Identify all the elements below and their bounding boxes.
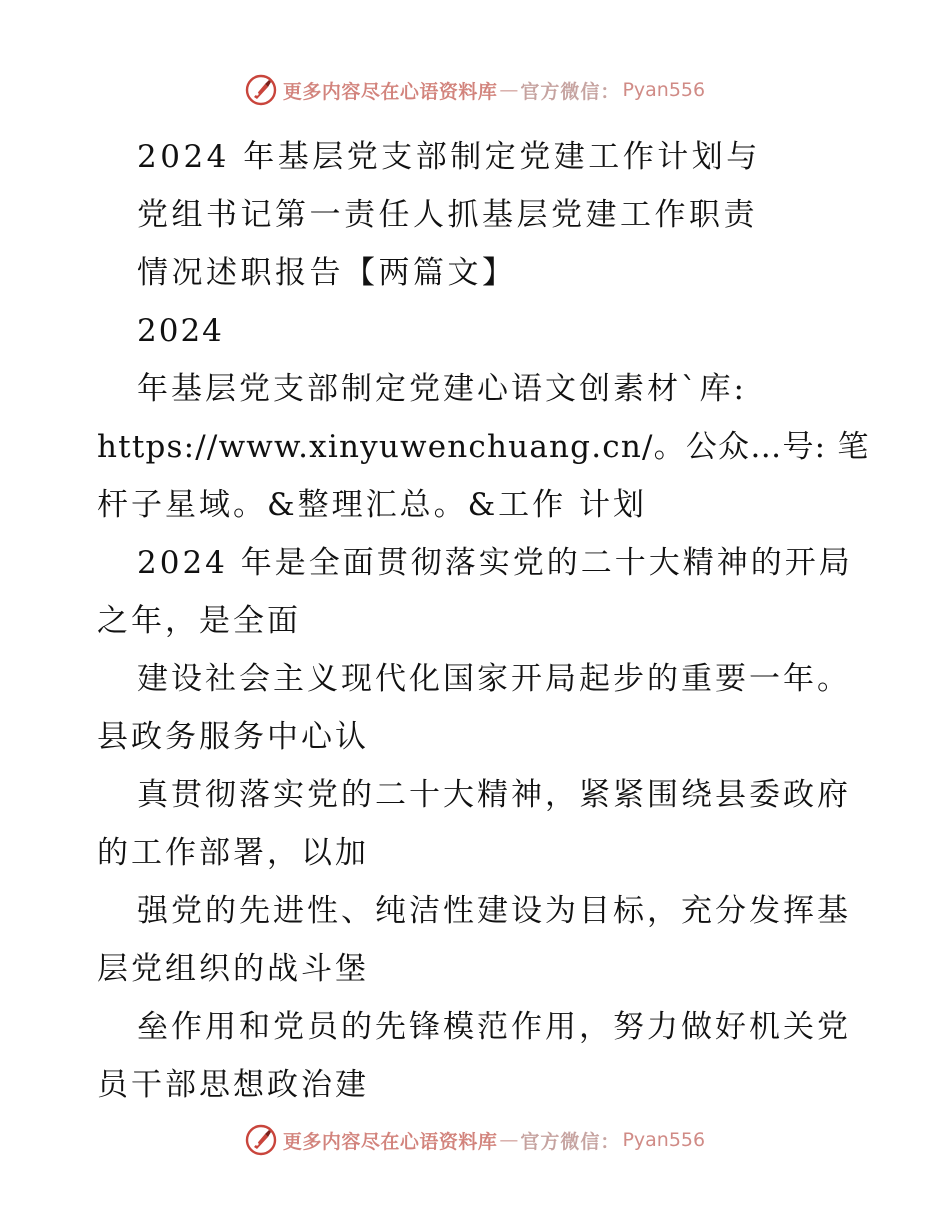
body-line: 之年，是全面 (97, 603, 301, 639)
footer-watermark (0, 1120, 950, 1160)
watermark-official-label: 官方微信： (520, 1130, 621, 1153)
header-watermark (0, 70, 950, 110)
document-year-line: 2024 (137, 313, 224, 349)
watermark-brand: 更多内容尽在心语资料库 (282, 1130, 498, 1153)
body-line: 层党组织的战斗堡 (97, 951, 369, 987)
document-title-line-2: 党组书记第一责任人抓基层党建工作职责 (137, 197, 758, 233)
document-subtitle-line-1: 年基层党支部制定党建心语文创素材`库: (137, 371, 747, 407)
body-line: 员干部思想政治建 (97, 1067, 369, 1103)
pen-nib-logo-icon (245, 74, 277, 106)
body-line: 真贯彻落实党的二十大精神，紧紧围绕县委政府 (137, 777, 851, 813)
watermark-dash: — (499, 79, 519, 101)
body-line: 建设社会主义现代化国家开局起步的重要一年。 (137, 661, 851, 697)
document-title-line-1: 2024 年基层党支部制定党建工作计划与 (137, 139, 761, 175)
document-subtitle-line-3: 杆子星域。&整理汇总。&工作 计划 (97, 487, 648, 523)
watermark-official-label: 官方微信： (520, 80, 621, 103)
watermark-dash: — (499, 1129, 519, 1151)
body-line: 2024 年是全面贯彻落实党的二十大精神的开局 (137, 545, 853, 581)
body-line: 强党的先进性、纯洁性建设为目标，充分发挥基 (137, 893, 851, 929)
body-line: 的工作部署，以加 (97, 835, 369, 871)
watermark-brand: 更多内容尽在心语资料库 (282, 80, 498, 103)
watermark-wechat-id: Pyan556 (622, 1129, 706, 1151)
body-line: 县政务服务中心认 (97, 719, 369, 755)
watermark-wechat-id: Pyan556 (622, 79, 706, 101)
document-title-line-3: 情况述职报告【两篇文】 (137, 255, 517, 291)
document-body (97, 128, 870, 1114)
pen-nib-logo-icon (245, 1124, 277, 1156)
body-line: 垒作用和党员的先锋模范作用，努力做好机关党 (137, 1009, 851, 1045)
document-subtitle-line-2: https://www.xinyuwenchuang.cn/。公众…号: 笔 (97, 429, 870, 465)
